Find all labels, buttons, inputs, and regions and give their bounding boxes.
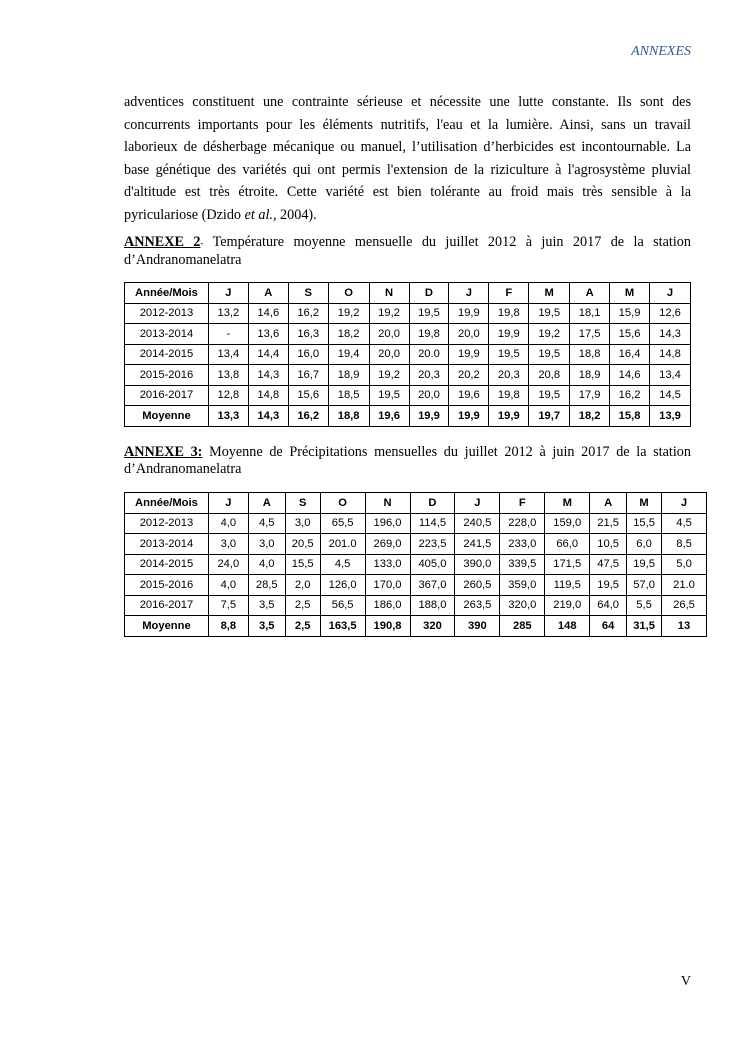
annex2-sep: - <box>200 238 204 248</box>
table-row <box>125 534 707 555</box>
table-cell: 3,0 <box>285 513 320 534</box>
column-header: N <box>369 283 409 304</box>
body-paragraph <box>124 91 691 227</box>
column-header: Année/Mois <box>125 493 209 514</box>
table-cell: 19,9 <box>449 344 489 365</box>
table-cell: 5,0 <box>662 554 707 575</box>
table-cell: 14,4 <box>248 344 288 365</box>
column-header: S <box>285 493 320 514</box>
column-header: D <box>410 493 455 514</box>
table-cell: 20,3 <box>489 365 529 386</box>
table-cell: 19,9 <box>489 324 529 345</box>
table-cell: 119,5 <box>545 575 590 596</box>
column-header: J <box>208 283 248 304</box>
average-cell: 15,8 <box>610 406 650 427</box>
column-header: A <box>590 493 627 514</box>
row-label: 2012-2013 <box>125 513 209 534</box>
average-cell: 13 <box>662 616 707 637</box>
row-label: 2013-2014 <box>125 324 209 345</box>
average-cell: 19,9 <box>489 406 529 427</box>
table-cell: 7,5 <box>208 595 248 616</box>
table-cell: 20,2 <box>449 365 489 386</box>
table-cell: 133,0 <box>365 554 410 575</box>
table-cell: 56,5 <box>320 595 365 616</box>
average-row <box>125 616 707 637</box>
table-cell: 228,0 <box>500 513 545 534</box>
annex3-title: Moyenne de Précipitations mensuelles du juillet 2012 à juin 2017 de la station d’Andranomanelatra <box>124 444 691 477</box>
table-cell: 13,8 <box>208 365 248 386</box>
table-cell: 16,0 <box>288 344 328 365</box>
table-cell: 13,4 <box>650 365 691 386</box>
row-label: 2015-2016 <box>125 575 209 596</box>
column-header: M <box>545 493 590 514</box>
table-cell: 15,5 <box>627 513 662 534</box>
table-cell: 233,0 <box>500 534 545 555</box>
average-cell: 2,5 <box>285 616 320 637</box>
table-cell: 16,2 <box>610 385 650 406</box>
average-cell: 190,8 <box>365 616 410 637</box>
table-cell: 4,0 <box>248 554 285 575</box>
table-cell: 19,8 <box>409 324 449 345</box>
column-header: J <box>662 493 707 514</box>
table-cell: 219,0 <box>545 595 590 616</box>
table-cell: 14,3 <box>248 365 288 386</box>
column-header: M <box>610 283 650 304</box>
table-cell: 5,5 <box>627 595 662 616</box>
table-cell: 19,9 <box>449 303 489 324</box>
column-header: J <box>650 283 691 304</box>
table-cell: 260,5 <box>455 575 500 596</box>
average-cell: 3,5 <box>248 616 285 637</box>
table-cell: 18,5 <box>328 385 369 406</box>
table-row <box>125 575 707 596</box>
table-cell: 24,0 <box>208 554 248 575</box>
table-cell: 20,5 <box>285 534 320 555</box>
table-cell: 367,0 <box>410 575 455 596</box>
table-cell: - <box>208 324 248 345</box>
table-cell: 16,2 <box>288 303 328 324</box>
table-cell: 14,6 <box>248 303 288 324</box>
table-row <box>125 554 707 575</box>
column-header: A <box>248 493 285 514</box>
table-row <box>125 324 691 345</box>
table-cell: 18,8 <box>570 344 610 365</box>
table-cell: 47,5 <box>590 554 627 575</box>
table-cell: 320,0 <box>500 595 545 616</box>
average-cell: 18,8 <box>328 406 369 427</box>
table-cell: 21.0 <box>662 575 707 596</box>
row-label: 2016-2017 <box>125 385 209 406</box>
table-cell: 19,5 <box>489 344 529 365</box>
table-cell: 21,5 <box>590 513 627 534</box>
table-cell: 65,5 <box>320 513 365 534</box>
table-cell: 263,5 <box>455 595 500 616</box>
table-cell: 17,9 <box>570 385 610 406</box>
column-header: O <box>328 283 369 304</box>
average-cell: 14,3 <box>248 406 288 427</box>
average-cell: 163,5 <box>320 616 365 637</box>
table-cell: 20.0 <box>409 344 449 365</box>
table-cell: 12,6 <box>650 303 691 324</box>
table-cell: 26,5 <box>662 595 707 616</box>
row-label: Moyenne <box>125 616 209 637</box>
table-cell: 19,8 <box>489 303 529 324</box>
table-cell: 405,0 <box>410 554 455 575</box>
table-cell: 8,5 <box>662 534 707 555</box>
average-cell: 19,7 <box>529 406 570 427</box>
table-cell: 57,0 <box>627 575 662 596</box>
row-label: Moyenne <box>125 406 209 427</box>
column-header: A <box>248 283 288 304</box>
table-cell: 20,0 <box>409 385 449 406</box>
table-header-row <box>125 283 691 304</box>
annex2-caption <box>124 234 691 269</box>
table-cell: 4,5 <box>320 554 365 575</box>
table-row <box>125 365 691 386</box>
paragraph-text: adventices constituent une contrainte sérieuse et nécessite une lutte constante. Ils sont des concurrents importants pour les éléments nutritifs, l'eau et la lumière. Ainsi, sans un travail laborieux de désherbage mécanique ou manuel, l’utilisation d’herbicides est incontournable. La base génétique des variétés qui ont permis l'extension de la riziculture à l'agrosystème pluvial d'altitude est très étroite. Cette variété est bien tolérante au froid mais très sensible à la pyriculariose (Dzido <box>124 94 691 223</box>
table-cell: 3,5 <box>248 595 285 616</box>
table-cell: 19,5 <box>369 385 409 406</box>
table-cell: 64,0 <box>590 595 627 616</box>
table-cell: 20,0 <box>369 344 409 365</box>
average-cell: 16,2 <box>288 406 328 427</box>
paragraph-text-end: , 2004). <box>272 206 317 223</box>
table-cell: 15,5 <box>285 554 320 575</box>
row-label: 2013-2014 <box>125 534 209 555</box>
table-cell: 3,0 <box>208 534 248 555</box>
table-cell: 159,0 <box>545 513 590 534</box>
row-label: 2012-2013 <box>125 303 209 324</box>
column-header: D <box>409 283 449 304</box>
table-cell: 15,9 <box>610 303 650 324</box>
table-cell: 19,2 <box>529 324 570 345</box>
average-cell: 320 <box>410 616 455 637</box>
column-header: J <box>208 493 248 514</box>
table-cell: 19,2 <box>328 303 369 324</box>
table-cell: 188,0 <box>410 595 455 616</box>
table-row <box>125 385 691 406</box>
table-cell: 269,0 <box>365 534 410 555</box>
column-header: J <box>455 493 500 514</box>
table-cell: 196,0 <box>365 513 410 534</box>
table-cell: 126,0 <box>320 575 365 596</box>
average-cell: 8,8 <box>208 616 248 637</box>
average-cell: 19,9 <box>409 406 449 427</box>
table-cell: 4,5 <box>248 513 285 534</box>
table-cell: 13,6 <box>248 324 288 345</box>
row-label: 2014-2015 <box>125 344 209 365</box>
average-cell: 19,9 <box>449 406 489 427</box>
column-header: A <box>570 283 610 304</box>
table-cell: 240,5 <box>455 513 500 534</box>
average-row <box>125 406 691 427</box>
column-header: J <box>449 283 489 304</box>
table-cell: 19,4 <box>328 344 369 365</box>
table-cell: 114,5 <box>410 513 455 534</box>
table-cell: 19,5 <box>409 303 449 324</box>
table-cell: 241,5 <box>455 534 500 555</box>
row-label: 2015-2016 <box>125 365 209 386</box>
table-cell: 14,6 <box>610 365 650 386</box>
paragraph-italic: et al. <box>244 206 273 223</box>
annex2-label: ANNEXE 2 <box>124 234 201 250</box>
table-cell: 16,3 <box>288 324 328 345</box>
running-header: ANNEXES <box>631 44 691 59</box>
table-cell: 19,5 <box>529 344 570 365</box>
table-cell: 339,5 <box>500 554 545 575</box>
precipitation-table <box>124 492 707 637</box>
column-header: N <box>365 493 410 514</box>
table-cell: 19,5 <box>627 554 662 575</box>
table-cell: 4,5 <box>662 513 707 534</box>
table-cell: 170,0 <box>365 575 410 596</box>
table-cell: 66,0 <box>545 534 590 555</box>
average-cell: 18,2 <box>570 406 610 427</box>
average-cell: 13,3 <box>208 406 248 427</box>
table-cell: 14,5 <box>650 385 691 406</box>
table-cell: 4,0 <box>208 513 248 534</box>
table-cell: 4,0 <box>208 575 248 596</box>
annex3-caption <box>124 444 691 478</box>
table-cell: 19,5 <box>529 385 570 406</box>
table-cell: 390,0 <box>455 554 500 575</box>
table-cell: 3,0 <box>248 534 285 555</box>
table-cell: 12,8 <box>208 385 248 406</box>
annex2-title: Température moyenne mensuelle du juillet 2012 à juin 2017 de la station d’Andranomanelatra <box>124 234 691 268</box>
average-cell: 64 <box>590 616 627 637</box>
temperature-table <box>124 282 691 427</box>
table-cell: 13,4 <box>208 344 248 365</box>
table-cell: 16,7 <box>288 365 328 386</box>
average-cell: 19,6 <box>369 406 409 427</box>
table-cell: 19,2 <box>369 365 409 386</box>
column-header: M <box>529 283 570 304</box>
annex3-label: ANNEXE 3: <box>124 444 203 460</box>
column-header: O <box>320 493 365 514</box>
average-cell: 13,9 <box>650 406 691 427</box>
table-cell: 186,0 <box>365 595 410 616</box>
table-cell: 15,6 <box>288 385 328 406</box>
table-cell: 223,5 <box>410 534 455 555</box>
table-cell: 19,5 <box>529 303 570 324</box>
table-cell: 14,8 <box>650 344 691 365</box>
table-cell: 17,5 <box>570 324 610 345</box>
table-cell: 19,5 <box>590 575 627 596</box>
table-cell: 10,5 <box>590 534 627 555</box>
table-cell: 20,0 <box>449 324 489 345</box>
average-cell: 31,5 <box>627 616 662 637</box>
row-label: 2014-2015 <box>125 554 209 575</box>
average-cell: 285 <box>500 616 545 637</box>
table-cell: 18,2 <box>328 324 369 345</box>
table-cell: 19,6 <box>449 385 489 406</box>
table-header-row <box>125 493 707 514</box>
row-label: 2016-2017 <box>125 595 209 616</box>
table-cell: 201.0 <box>320 534 365 555</box>
table-cell: 359,0 <box>500 575 545 596</box>
table-cell: 19,8 <box>489 385 529 406</box>
table-cell: 14,3 <box>650 324 691 345</box>
column-header: S <box>288 283 328 304</box>
table-cell: 13,2 <box>208 303 248 324</box>
column-header: F <box>500 493 545 514</box>
page-number: V <box>680 974 691 989</box>
table-cell: 18,9 <box>570 365 610 386</box>
table-cell: 20,0 <box>369 324 409 345</box>
table-cell: 28,5 <box>248 575 285 596</box>
average-cell: 390 <box>455 616 500 637</box>
table-cell: 16,4 <box>610 344 650 365</box>
column-header: Année/Mois <box>125 283 209 304</box>
average-cell: 148 <box>545 616 590 637</box>
table-cell: 171,5 <box>545 554 590 575</box>
table-cell: 18,9 <box>328 365 369 386</box>
table-cell: 15,6 <box>610 324 650 345</box>
column-header: F <box>489 283 529 304</box>
table-row <box>125 344 691 365</box>
table-row <box>125 303 691 324</box>
table-cell: 18,1 <box>570 303 610 324</box>
table-cell: 14,8 <box>248 385 288 406</box>
table-cell: 20,3 <box>409 365 449 386</box>
table-row <box>125 513 707 534</box>
table-cell: 2,5 <box>285 595 320 616</box>
table-cell: 6,0 <box>627 534 662 555</box>
table-cell: 19,2 <box>369 303 409 324</box>
table-cell: 2,0 <box>285 575 320 596</box>
table-cell: 20,8 <box>529 365 570 386</box>
column-header: M <box>627 493 662 514</box>
table-row <box>125 595 707 616</box>
